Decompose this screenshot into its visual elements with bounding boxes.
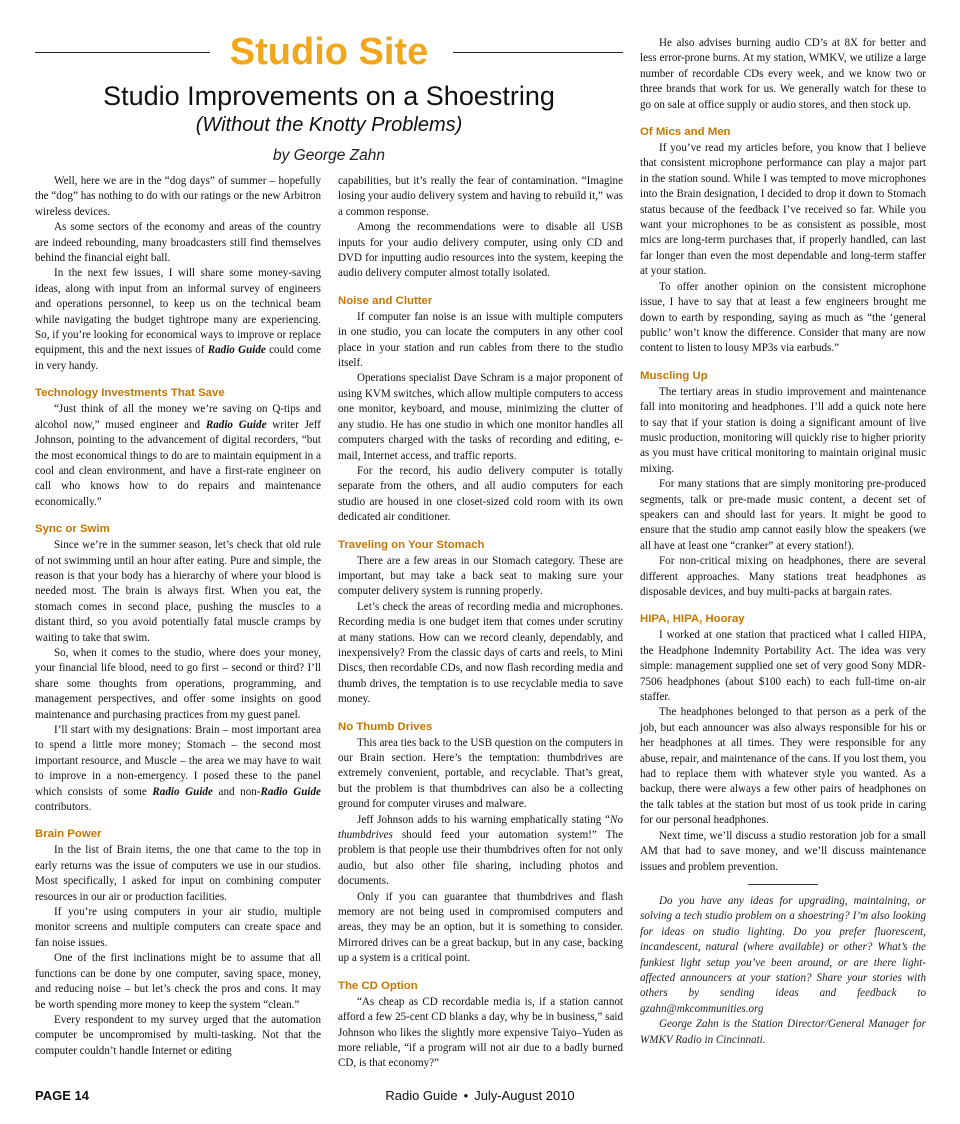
section-heading: Technology Investments That Save: [35, 387, 225, 400]
paragraph: If you’re using computers in your air studio, multiple monitor screens and multiple computers can create space and fan noise issues.: [35, 906, 321, 949]
paragraph: The headphones belonged to that person as a perk of the job, but each announcer was also always responsible for his or her headphones at all times. They were responsible for any abuse, repair, and maintenance of the cans. If you lost them, you had to replace them with whatever style you wanted. As a backup, there were always a few other pairs of headphones on the talk tables at the station but most of us took pride in caring for our personal headphones.: [640, 706, 926, 827]
publication-footer: [0, 1086, 960, 1106]
issue-date: July-August 2010: [474, 1088, 575, 1103]
paragraph: One of the first inclinations might be to assume that all functions can be done by one computer, saving space, money, and reducing noise – but let’s check the pros and cons. It may be worth spending more money to keep the system “clean.”: [35, 952, 321, 1011]
article-column-3: [640, 36, 926, 1048]
section-heading: Muscling Up: [640, 369, 708, 382]
paragraph: Let’s check the areas of recording media and microphones. Recording media is one budget item that comes under scrutiny at many stations. How can we record cleanly, dependably, and inexpensively? From the classic days of carts and reels, to Mini Discs, then recordable CDs, and now flash recording media and thumb drives, the temptation is to use recyclable media to save money.: [338, 600, 623, 706]
paragraph: Since we’re in the summer season, let’s check that old rule of not swimming until an hour after eating. Pure and simple, the reason is that your body has a hierarchy of where your blood is needed most. The brain is always first. When you eat, the stomach comes in second place, pushing the muscles to a distant third, so you avoid potentially fatal muscle cramps by waiting to take that swim.: [35, 539, 321, 644]
section-heading: No Thumb Drives: [338, 720, 433, 733]
article-title: Studio Improvements on a Shoestring: [103, 81, 555, 111]
paragraph: Every respondent to my survey urged that the automation computer be uncompromised by multi-tasking. Not that the computer couldn’t handle Internet or editing: [35, 1013, 321, 1057]
section-heading: Noise and Clutter: [338, 294, 433, 307]
article-column-1: [35, 174, 321, 1059]
paragraph: Jeff Johnson adds to his warning emphatically stating “No thumbdrives should feed your automation system!” The problem is that people use their thumbdrives often for not only audio, but also other file sharing, including photos and documents.: [338, 813, 623, 888]
paragraph: I’ll start with my designations: Brain – most important area to spend a little more money; Stomach – the second most important resource, and Muscle – the area we may have to wait to improve in a non-emergency. I posed these to the panel which consists of some Radio Guide and non-Radio Guide contributors.: [35, 724, 321, 814]
page-number: PAGE 14: [35, 1088, 89, 1103]
paragraph: The tertiary areas in studio improvement and maintenance fall into monitoring and headphones. I’ll add a quick note here to say that if your station is doing a significant amount of live music production, monitoring will quickly rise to higher priority as you must have critical monitoring to maintain original music mixing.: [640, 385, 926, 475]
paragraph: In the next few issues, I will share some money-saving ideas, along with input from an informal survey of engineers and operations personnel, to keep us on the technical beam while navigating the budget tightrope many are experiencing. So, if you’re looking for economical ways to improve or replace equipment, this and the next issues of Radio Guide could come in very handy.: [35, 267, 321, 372]
end-of-article-rule: [748, 884, 818, 885]
publication-title: Radio Guide: [385, 1088, 458, 1103]
paragraph: So, when it comes to the studio, where does your money, your financial life blood, need to go first – second or third? I’ll share some thoughts from operations, programming, and management perspectives, and offer some insights on good maintenance and purchasing practices from my guest panel.: [35, 646, 321, 721]
paragraph: “Just think of all the money we’re saving on Q-tips and alcohol now,” mused engineer and Radio Guide writer Jeff Johnson, pointing to the advancement of digital recorders, “but the most economical things to do are to maintain equipment in a cool and clean environment, and have a first-rate engineer on call who knows how to do repairs and maintenance economically.”: [35, 403, 321, 508]
article-column-2: [338, 174, 623, 1072]
author-note: [640, 894, 926, 1048]
emphasis: No thumbdrives: [338, 813, 623, 842]
paragraph: Among the recommendations were to disable all USB inputs for your audio delivery computer, using only CD and DVD for inputting audio resources into the system, keeping the audio delivery computer almost totally isolated.: [338, 221, 623, 280]
publication-name: Radio Guide: [260, 785, 321, 798]
publication-name: Radio Guide: [205, 418, 267, 431]
article-byline: by George Zahn: [272, 147, 385, 164]
paragraph: As some sectors of the economy and areas of the country are indeed rebounding, many broadcasters still find themselves behind the financial eight ball.: [35, 221, 321, 265]
paragraph: Operations specialist Dave Schram is a major proponent of using KVM switches, which allow multiple computers to access one monitor, keyboard, and mouse, minimizing the clutter of any studio. He has one studio in which one monitor handles all computers charged with the tasks of recording and editing, e-mail, Internet access, and traffic reports.: [338, 372, 623, 462]
section-heading: Traveling on Your Stomach: [338, 538, 485, 551]
paragraph: There are a few areas in our Stomach category. These are important, but may take a back seat to making sure your computer delivery system is running properly.: [338, 554, 623, 598]
paragraph: capabilities, but it’s really the fear of contamination. “Imagine losing your audio delivery system and having to rebuild it,” was a common response.: [338, 175, 623, 218]
paragraph: For non-critical mixing on headphones, there are several different approaches. Many stations treat headphones as disposable devices, and buy multi-packs at bargain rates.: [640, 555, 926, 598]
paragraph: He also advises burning audio CD’s at 8X for better and less error-prone burns. At my station, WMKV, we utilize a large number of recordable CDs every week, and we know two or three brands that work for us. We generally watch for these to go on sale at office supply or audio stores, and then stock up.: [640, 37, 926, 111]
paragraph: This area ties back to the USB question on the computers in our Brain section. Here’s the temptation: thumbdrives are extremely convenient, portable, and recyclable. That’s great, but the problem is that thumbdrives can also be a collecting ground for computer viruses and malware.: [338, 736, 623, 811]
paragraph: In the list of Brain items, the one that came to the top in early returns was the issue of computers we use in our studios. Most specifically, I asked for input on combining computer resources in our air or production facilities.: [35, 844, 321, 903]
paragraph: Next time, we’ll discuss a studio restoration job for a small AM that had to save money, and we’ll discuss maintenance issues and problem prevention.: [640, 829, 926, 873]
section-title: Studio Site: [229, 31, 429, 73]
paragraph: To offer another opinion on the consistent microphone issue, I have to say that at least a few engineers brought me down to earth by responding, saying as much as “the ‘general public’ won’t know the difference. Consider that many are now content to listen to lousy MP3s via earbuds.”: [640, 280, 926, 355]
paragraph: For the record, his audio delivery computer is totally separate from the others, and all audio computers for each studio are housed in one closet-sized cold room with its own dedicated air conditioner.: [338, 464, 623, 524]
footer-bullet: •: [463, 1088, 469, 1103]
section-masthead: [35, 30, 623, 76]
paragraph: If computer fan noise is an issue with multiple computers in one studio, you can locate the computers in any other cool place in your station and run cables from there to the studio itself.: [338, 310, 623, 370]
paragraph: If you’ve read my articles before, you know that I believe that consistent microphone performance can play a major part in the station sound. While I was tempted to move microphones into the Brain designation, I decided to drop it down to Stomach status because of the feedback I’ve received so far. While you want your microphones to be as consistent as possible, most mics are long-term purchases that, if properly handled, can last far longer than even the most dependable and long-term staffer at your station.: [640, 142, 926, 278]
section-heading: Of Mics and Men: [640, 126, 731, 139]
section-heading: Sync or Swim: [35, 523, 110, 536]
section-heading: Brain Power: [35, 828, 102, 841]
paragraph: For many stations that are simply monitoring pre-produced segments, talk or pre-made music content, a decent set of speakers can and should last for years. It might be good to ensure that the studio amp cannot easily blow the speakers (we all have at least one “cranker” at every station!).: [640, 478, 926, 552]
publication-name: Radio Guide: [207, 344, 266, 357]
publication-name: Radio Guide: [152, 785, 213, 798]
paragraph: Well, here we are in the “dog days” of summer – hopefully the “dog” has nothing to do with our ratings or the new Arbitron wireless devices.: [35, 175, 321, 218]
section-heading: HIPA, HIPA, Hooray: [640, 613, 745, 626]
author-bio: George Zahn is the Station Director/General Manager for WMKV Radio in Cincinnati.: [640, 1018, 926, 1046]
paragraph: “As cheap as CD recordable media is, if a station cannot afford a few 25-cent CD blanks a day, why be in business,” said Johnson who likes the slightly more expensive Taiyo–Yuden as more reliable, “if a program will not air due to a badly burned CD, is that economy?”: [338, 995, 623, 1070]
feedback-request: Do you have any ideas for upgrading, maintaining, or solving a tech studio problem on a shoestring? I’m also looking for ideas on studio lighting. Do you prefer fluorescent, incandescent, natural (where available) or other? What’s the funkiest light setup you’ve been around, or are there light-affected announcers at your station? Share your stories with others by sending ideas and feedback to gzahn@mkcommunities.org: [640, 894, 926, 1015]
article-subtitle: (Without the Knotty Problems): [195, 114, 463, 136]
paragraph: I worked at one station that practiced what I called HIPA, the Headphone Indemnity Portability Act. The idea was very simple: management supplied one set of very good Sony MDR-7506 headphones (about $100 each) to each full-time on-air staffer.: [640, 629, 926, 704]
section-heading: The CD Option: [338, 979, 418, 992]
paragraph: Only if you can guarantee that thumbdrives and flash memory are not being used in compromised computers and areas, they may be an option, but it is something to consider. Mirrored drives can be a great backup, but in any case, backing up a system is a critical point.: [338, 890, 623, 965]
